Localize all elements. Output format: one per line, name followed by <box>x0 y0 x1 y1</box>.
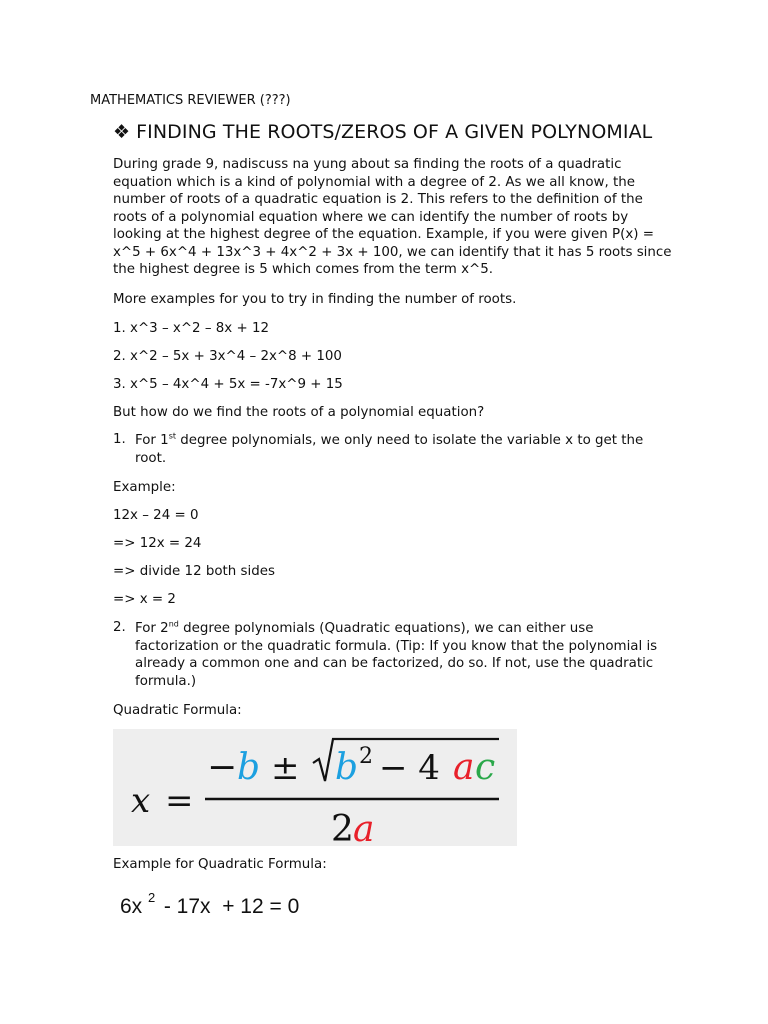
formula-a: a <box>453 747 475 788</box>
formula-two: 2 <box>331 809 354 846</box>
formula-c: c <box>475 747 496 788</box>
quadratic-formula-label: Quadratic Formula: <box>113 703 242 718</box>
linear-step: => divide 12 both sides <box>113 564 275 579</box>
step1-sup: st <box>168 431 177 441</box>
step2-number: 2. <box>113 620 126 635</box>
example-item: 3. x^5 – 4x^4 + 5x = -7x^9 + 15 <box>113 377 343 392</box>
diamond-bullet-icon: ❖ <box>113 121 131 143</box>
example-quadratic-label: Example for Quadratic Formula: <box>113 857 327 872</box>
step2-sup: nd <box>168 619 179 629</box>
eq-squared: 2 <box>148 890 156 905</box>
quadratic-formula-svg <box>113 729 517 846</box>
example-quadratic-svg <box>118 888 358 924</box>
example-item: 1. x^3 – x^2 – 8x + 12 <box>113 321 269 336</box>
quadratic-formula-image <box>113 729 517 846</box>
section-heading <box>113 121 652 143</box>
example-label: Example: <box>113 480 176 495</box>
formula-square: 2 <box>359 744 373 769</box>
linear-step: => 12x = 24 <box>113 536 202 551</box>
linear-step: => x = 2 <box>113 592 176 607</box>
step2-pre: For 2 <box>135 621 169 636</box>
formula-x: x <box>131 781 151 821</box>
more-examples-text: More examples for you to try in finding the number of roots. <box>113 292 517 307</box>
formula-a-denominator: a <box>353 809 375 846</box>
intro-paragraph: During grade 9, nadiscuss na yung about sa finding the roots of a quadratic equation which is a kind of polynomial with a degree of 2. As we all know, the number of roots of a quadratic equation is 2. This refers to the definition of the roots of a polynomial equation where we can identify the number of roots by looking at the highest degree of the equation. Example, if you were given P(x) = x^5 + 6x^4 + 13x^3 + 4x^2 + 3x + 100, we can identify that it has 5 roots since the highest degree is 5 which comes from the term x^5. <box>113 157 672 277</box>
step2-post: degree polynomials (Quadratic equations), we can either use factorization or the quadratic formula. (Tip: If you know that the polynomial is already a common one and can be factorized, do so. If not, use the quadratic formula.) <box>135 621 658 689</box>
formula-equals: = <box>165 781 194 821</box>
formula-minus-four: − 4 <box>379 748 440 788</box>
formula-plus-minus: ± <box>271 748 300 788</box>
linear-step: 12x – 24 = 0 <box>113 508 199 523</box>
eq-rest: - 17x + 12 = 0 <box>158 895 300 918</box>
step1-pre: For 1 <box>135 433 169 448</box>
example-quadratic-equation <box>118 888 358 928</box>
formula-b-squared: b <box>335 747 359 788</box>
formula-b: b <box>237 747 261 788</box>
step1-number: 1. <box>113 432 126 447</box>
heading-text: FINDING THE ROOTS/ZEROS OF A GIVEN POLYNOMIAL <box>136 121 653 143</box>
question-text: But how do we find the roots of a polynomial equation? <box>113 405 485 420</box>
reviewer-title: MATHEMATICS REVIEWER (???) <box>90 93 291 108</box>
formula-neg: − <box>207 747 238 788</box>
eq-6x: 6x <box>120 895 143 918</box>
step1-post: degree polynomials, we only need to isolate the variable x to get the root. <box>135 433 644 466</box>
step1-text <box>135 432 675 467</box>
step2-text <box>135 620 675 690</box>
example-item: 2. x^2 – 5x + 3x^4 – 2x^8 + 100 <box>113 349 342 364</box>
